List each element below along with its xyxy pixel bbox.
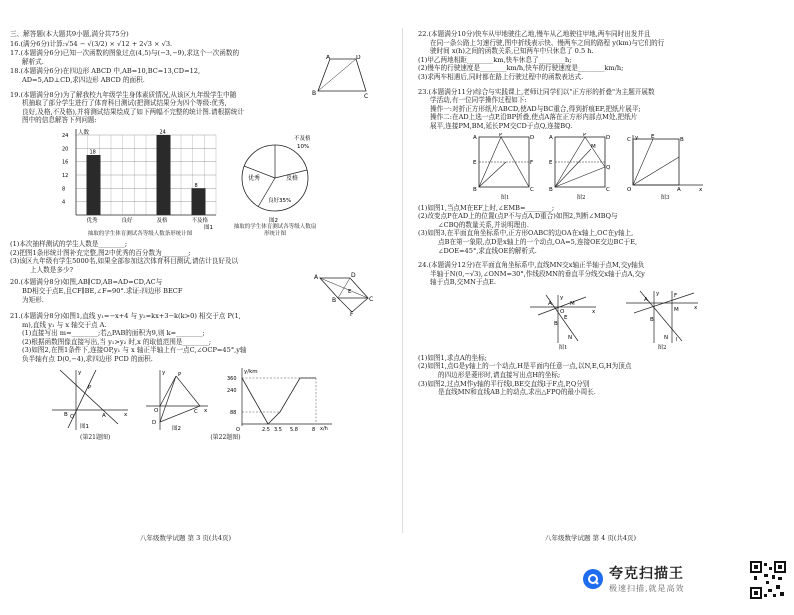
svg-text:y: y (162, 369, 166, 376)
question-20: 20.(本题满分8分)如图,AB∥CD,AB=AD=CD,AC与 BD相交于点E,且CF∥BE,∠F=90°.求证:四边形 BECF 为矩形. A D B C E F (10, 278, 385, 304)
svg-text:D: D (152, 419, 157, 426)
square-fold-figure-3 (625, 133, 705, 195)
svg-text:C: C (606, 186, 610, 193)
square-fold-figure-2 (549, 133, 613, 195)
svg-text:N: N (568, 334, 573, 341)
svg-text:O: O (70, 413, 75, 420)
svg-text:O: O (236, 426, 240, 432)
svg-text:C: C (369, 296, 374, 304)
svg-text:M: M (591, 143, 596, 150)
fig21-caption: (第21题图) (80, 433, 111, 441)
svg-text:8: 8 (312, 426, 316, 432)
fig24-2 (624, 289, 700, 352)
svg-text:O: O (154, 407, 159, 414)
figure-captions (80, 434, 385, 443)
svg-text:x/h: x/h (320, 425, 328, 432)
brand-tagline: 极速扫描,就是高效 (609, 584, 685, 593)
svg-text:D: D (351, 272, 356, 280)
question-16: 16.(满分6分)计算:√54 − √(3/2) × √12 + 2√3 × √3. (10, 39, 173, 48)
svg-text:B: B (312, 90, 317, 98)
svg-text:y: y (635, 134, 639, 141)
scanner-logo-icon (583, 569, 603, 589)
svg-text:P: P (88, 384, 92, 391)
bar-chart (60, 127, 220, 231)
svg-text:l: l (676, 336, 678, 343)
svg-text:E: E (564, 314, 568, 321)
bar (192, 188, 206, 215)
svg-text:240: 240 (227, 387, 237, 394)
svg-text:M: M (674, 306, 679, 313)
q24-figures (528, 289, 783, 352)
svg-text:x: x (204, 407, 208, 414)
fig-name: 图1 (80, 423, 89, 430)
x-tick-label: 优秀 (86, 217, 98, 224)
y-tick-label: 12 (62, 172, 69, 179)
question-23-parts: (1)如图1,当点M在EF上时,∠EMB=________; (2)改变点P在AD上的位置(点P不与点A,D重合)如图2,判断∠MBQ与 ∠CBQ的数量关系,并说明理由. (3)如图3,在平面直角坐标系中,正方形OABC的边OA在x轴上,OC在y轴上, 点B在第一象限,点D是x轴上的一个动点,OA=5,连接OE交边BC于E, ∠DOE=45°,求直线OE的解析式. (418, 203, 638, 255)
x-tick-label: 良好 (121, 217, 133, 224)
pie-chart-figure (230, 132, 320, 238)
question-21: 21.(本题满分8分)如图1,直线 y₁=−x+4 与 y₂=kx+3−k(k>0) 相交于点 P(1, m),直线 y₁ 与 x 轴交于点 A. (1)直接写出 m=________;若△PAB的面积为9,则 k=________; (2)根据函数图像直接写出,当 y₁>y₂ 时,x 的取值范围是________; (3)如图2,在图1条件下,连接OP,y₁ 与 x 轴正半轴上有一点C,∠OCP=45°,y轴 负半轴有点 D(0,−4),求四边形 PCD 的面积. (10, 312, 247, 364)
svg-text:P: P (178, 371, 182, 378)
question-19: 19.(本题满分8分)为了解我校九年级学生身体素质情况,从该区九年级学生中随 机抽取了部分学生进行了体育科目测试(把测试结果分为四个等级:优秀, 良好,及格,不及格),并将测试结果绘成了如下两幅不完整的统计图.请根据统计 图中的信息解答下列问题: (10, 90, 244, 125)
svg-text:C: C (364, 93, 369, 100)
svg-text:B: B (554, 320, 558, 327)
svg-text:A: A (473, 134, 477, 141)
svg-text:A: A (644, 296, 648, 303)
coordinate-figure-2 (624, 289, 700, 345)
page-4-column (418, 30, 783, 398)
y-axis-label: 人数 (78, 129, 90, 136)
svg-text:y: y (656, 290, 660, 297)
figure-name: 图1 (204, 224, 213, 231)
svg-text:C: C (530, 186, 534, 193)
fig22-caption: (第22题图) (210, 433, 241, 441)
page-4-footer: 八年级数学试题 第 4 页(共4页) (545, 534, 637, 542)
scanner-brand (583, 563, 685, 594)
svg-text:88: 88 (230, 409, 237, 416)
fig21-2 (144, 366, 210, 432)
svg-text:A: A (677, 186, 681, 193)
bar (87, 155, 101, 215)
svg-text:E: E (651, 133, 655, 140)
question-24-parts: (1)如图1,求点A的坐标; (2)如图1,点G是y轴上的一个动点,H是平面内任意一点,以N,E,G,H为顶点 的四边形是菱形时,请直接写出点H的坐标; (3)如图2,过点M作y轴的平行线l,BE交直线l于F点,P,Q分别 是直线MN和直线AB上的动点,求出△FPQ的最小周长. (418, 353, 632, 397)
svg-text:F: F (674, 292, 678, 299)
svg-text:x: x (694, 304, 698, 311)
bar-value-label: 18 (89, 149, 96, 156)
bar-chart-caption: 抽取的学生体育测试各等级人数条形统计图 (87, 230, 193, 237)
fig24-1 (528, 293, 598, 352)
square-fold-figure-1 (473, 133, 537, 195)
fig23-3 (625, 133, 705, 202)
distance-time-graph (224, 366, 336, 432)
fig-name: 图1 (500, 194, 510, 201)
svg-text:C: C (627, 136, 631, 143)
parallelogram-figure (308, 272, 378, 316)
question-19-parts: (1)本次抽样测试的学生人数是________; (2)把图1条形统计图补充完整,图2中优秀的百分数为________; (3)该区九年级有学生5000名,如果全部参加这次体育科目测试,请估计良好及以 上人数是多少? (10, 239, 239, 274)
svg-text:D: D (530, 134, 535, 141)
svg-text:P: P (583, 132, 587, 138)
pie-label: 优秀 (248, 174, 261, 182)
svg-text:5.8: 5.8 (290, 426, 298, 432)
svg-text:P: P (499, 132, 503, 138)
fig23-2 (549, 133, 613, 202)
y-tick-label: 16 (62, 159, 69, 166)
svg-text:B: B (64, 411, 68, 418)
svg-text:A: A (326, 55, 331, 62)
svg-text:x: x (592, 308, 596, 315)
fig22-graph (224, 366, 336, 432)
svg-text:M: M (570, 300, 575, 307)
line-graph-figure-1 (50, 366, 130, 432)
fig-name: 图2 (576, 194, 586, 201)
pie-label: 良好35% (268, 197, 292, 204)
bar-value-label: 24 (159, 129, 166, 136)
bar-value-label: 8 (194, 182, 198, 189)
svg-text:E: E (473, 159, 477, 166)
svg-text:O: O (560, 308, 565, 315)
fig-name: 图3 (660, 194, 670, 201)
fig-name: 图1 (558, 344, 568, 351)
question-17: 17.(本题满分6分)已知一次函数的图象过点(4,5)与(−3,−9),求这个一次函数的 解析式. (10, 49, 240, 66)
question-22: 22.(本题满分10分)快车从甲地驶往乙地,慢车从乙地驶往甲地,两车同时出发并且 在同一条公路上匀速行驶,图中折线表示快、慢两车之间的路程 y(km)与它们的行 驶时间 x(h)之间的函数关系,已知两车中只休息了 0.5 h. (1)甲乙两地相距________km,快车休息了________h; (2)慢车的行驶速度是________km/h,快车的行驶速度是________km/h; (3)求两车相遇后,同时都在路上行驶过程中的函数表达式. (418, 30, 665, 81)
column-divider (402, 28, 403, 533)
line-graph-figure-2 (144, 366, 210, 432)
svg-text:360: 360 (227, 375, 237, 382)
fig-name: 图2 (657, 344, 667, 351)
x-tick-label: 不及格 (191, 217, 209, 224)
quadrilateral-abcd-figure (310, 55, 370, 99)
svg-text:E: E (348, 289, 352, 296)
pie-chart (230, 132, 320, 224)
question-24: 24.(本题满分12分)在平面直角坐标系中,直线MN交x轴正半轴于点M,交y轴负 半轴于N(0,−√3),∠ONM=30°,作线段MN的垂直平分线交x轴于点A,交y 轴于点B,交MN于点E. (418, 261, 645, 287)
section-heading: 三、解答题(本大题共9小题,满分共75分) (10, 30, 129, 38)
svg-text:D: D (356, 55, 361, 62)
page-3-column (10, 30, 385, 442)
svg-text:B: B (332, 297, 337, 305)
coordinate-figure-1 (528, 293, 598, 345)
x-tick-label: 及格 (156, 217, 168, 224)
fig-name: 图2 (172, 425, 181, 432)
q23-figures (473, 133, 783, 202)
svg-text:Q: Q (606, 164, 611, 171)
svg-text:O: O (627, 186, 632, 193)
pie-figname: 图2 (269, 217, 278, 224)
svg-text:y/km: y/km (244, 368, 258, 375)
pie-label: 不及格 (294, 135, 311, 142)
fig23-1 (473, 133, 537, 202)
pie-label: 及格 (286, 174, 299, 182)
svg-text:A: A (314, 274, 319, 282)
fig21-1 (50, 366, 130, 432)
svg-text:x: x (124, 411, 128, 418)
svg-text:B: B (650, 316, 654, 323)
q21-q22-figures (50, 366, 385, 432)
svg-text:F: F (530, 159, 534, 166)
svg-text:y: y (78, 369, 82, 376)
svg-text:F: F (350, 311, 354, 317)
svg-text:y: y (560, 294, 564, 301)
y-tick-label: 8 (62, 186, 66, 193)
svg-text:D: D (606, 134, 611, 141)
bar (157, 135, 171, 215)
svg-text:B: B (549, 186, 553, 193)
q19-figures (60, 127, 385, 238)
question-18: 18.(本题满分6分)在四边形 ABCD 中,AB=10,BC=13,CD=12, AD=5,AD⊥CD,求四边形 ABCD 的面积. A D B C (10, 55, 369, 100)
svg-text:A: A (548, 300, 552, 307)
bar-chart-figure (60, 127, 220, 238)
svg-text:N: N (664, 334, 669, 341)
pie-label: 10% (297, 143, 310, 150)
y-tick-label: 4 (62, 199, 66, 206)
svg-text:B: B (473, 186, 477, 193)
brand-name: 夸克扫描王 (609, 566, 684, 582)
svg-text:2.5: 2.5 (262, 426, 270, 432)
y-tick-label: 24 (62, 132, 69, 139)
svg-text:x: x (699, 186, 703, 193)
question-23: 23.(本题满分11分)综合与实践课上,老师让同学们以"正方形的折叠"为主题开展数 学活动,有一位同学操作过程如下: 操作一:对折正方形纸片ABCD,使AD与BC重合,得到折痕EF,把纸片展平; 操作二:在AD上选一点P,沿BP折叠,使点A落在正方形内部点M处,把纸片 展平,连接PM,BM,延长PM交CD于点Q,连接BQ. (418, 87, 655, 130)
page-3-footer: 八年级数学试题 第 3 页(共4页) (140, 534, 232, 542)
svg-text:3.5: 3.5 (274, 426, 282, 432)
y-tick-label: 20 (62, 146, 69, 153)
svg-text:E: E (549, 159, 553, 166)
svg-text:C: C (194, 408, 198, 415)
qr-code-icon (750, 561, 786, 599)
pie-chart-caption: 抽取的学生体育测试各等级人数扇形统计图 (233, 223, 317, 237)
svg-text:B: B (680, 136, 684, 143)
svg-text:A: A (102, 412, 106, 419)
svg-text:A: A (549, 134, 553, 141)
